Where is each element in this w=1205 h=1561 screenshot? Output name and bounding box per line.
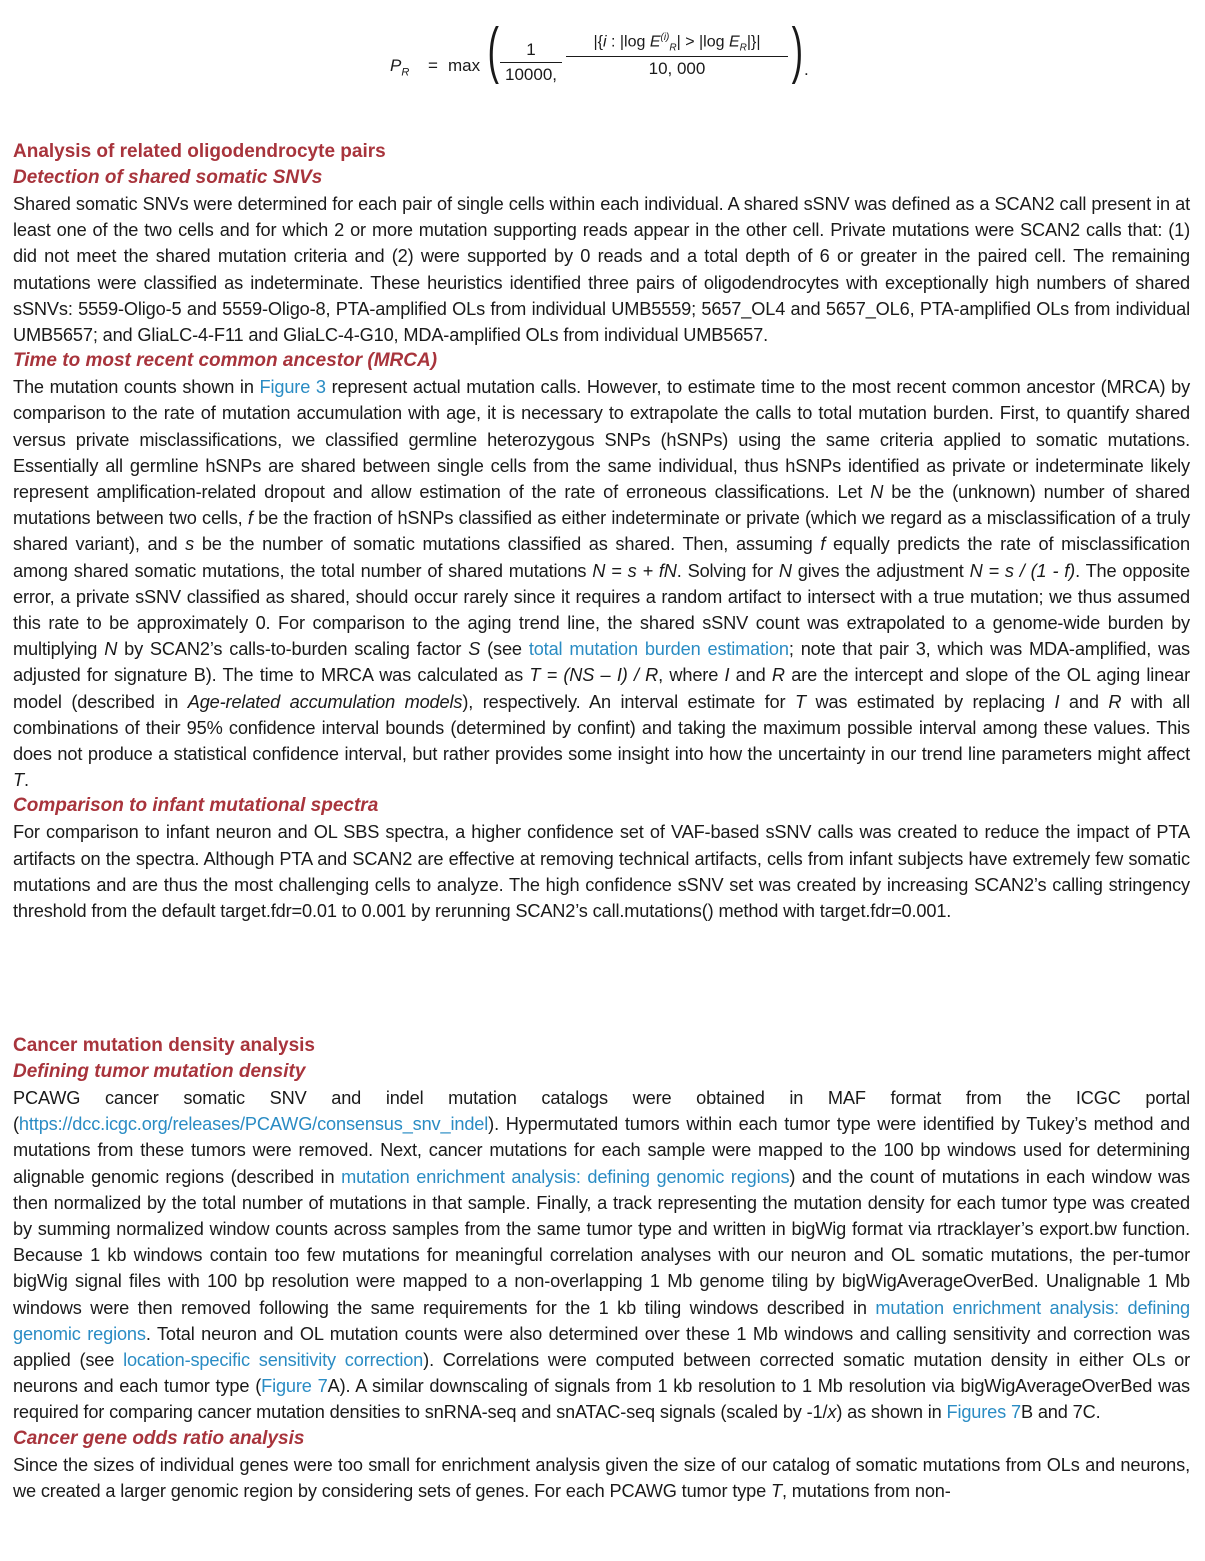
paragraph-infant-spectra: For comparison to infant neuron and OL SBS spectra, a higher confidence set of VAF-based sSNV calls was created to reduce the impact of PTA artifacts on the spectra. Although PTA and SCAN2 are effective at removing technical artifacts, cells from infant subjects have extremely few somatic mutations and are thus the most challenging cells to analyze. The high confidence sSNV set was created by increasing SCAN2’s calling stringency threshold from the default target.fdr=0.01 to 0.001 by rerunning SCAN2’s call.mutations() method with target.fdr=0.001. (13, 822, 1190, 922)
paragraph-shared-snvs: Shared somatic SNVs were determined for each pair of single cells within each individual. A shared sSNV was defined as a SCAN2 call present in at least one of the two cells and for which 2 or more mutation supporting reads appear in the other cell. Private mutations were SCAN2 calls that: (1) did not meet the shared mutation criteria and (2) were supported by 0 reads and a total depth of 6 or greater in the paired cell. The remaining mutations were classified as indeterminate. These heuristics identified three pairs of oligodendrocytes with exceptionally high numbers of shared sSNVs: 5559-Oligo-5 and 5559-Oligo-8, PTA-amplified OLs from individual UMB5559; 5657_OL4 and 5657_OL6, PTA-amplified OLs from individual UMB5657; and GliaLC-4-F11 and GliaLC-4-G10, MDA-amplified OLs from individual UMB5657. (13, 194, 1190, 346)
paragraph-odds-ratio: Since the sizes of individual genes were too small for enrichment analysis given the size of our catalog of somatic mutations from OLs and neurons, we created a larger genomic region by considering sets of genes. For each PCAWG tumor type T, mutations from non- (13, 1454, 1190, 1501)
equation-max: max (448, 56, 481, 75)
equation-left-paren: ( (487, 16, 500, 85)
subsection-heading-tumor-density: Defining tumor mutation density (13, 1061, 306, 1082)
link-genomic-regions-1[interactable]: mutation enrichment analysis: defining genomic regions (341, 1166, 790, 1187)
link-figures-7[interactable]: Figures 7 (946, 1402, 1021, 1423)
subsection-heading-shared-snvs: Detection of shared somatic SNVs (13, 167, 323, 188)
section-related-oligodendrocyte-pairs (13, 139, 1190, 924)
link-sensitivity-correction[interactable]: location-specific sensitivity correction (123, 1350, 424, 1371)
equation-fraction-2: $\frac{|\{i : |\log E^{(i)}_R| > |\log E_R|\}|}{10, 000}$ (566, 32, 788, 79)
equation-right-paren: ) (791, 16, 804, 85)
equation-lhs: $P_R$ (390, 56, 410, 79)
paragraph-mrca: The mutation counts shown in Figure 3 represent actual mutation calls. However, to estimate time to the most recent common ancestor (MRCA) by comparison to the rate of mutation accumulation with age, it is necessary to extrapolate the calls to total mutation burden. First, to quantify shared versus private misclassifications, we classified germline heterozygous SNPs (hSNPs) using the same criteria applied to somatic mutations. Essentially all germline hSNPs are shared between single cells from the same individual, thus hSNPs identified as private or indeterminate likely represent amplification-related dropout and allow estimation of the rate of erroneous classifications. Let N be the (unknown) number of shared mutations between two cells, f be the fraction of hSNPs classified as either indeterminate or private (which we regard as a misclassification of a truly shared variant), and s be the number of somatic mutations classified as shared. Then, assuming f equally predicts the rate of misclassification among shared somatic mutations, the total number of shared mutations N = s + fN. Solving for N gives the adjustment N = s / (1 - f). The opposite error, a private sSNV classified as shared, should occur rarely since it requires a random artifact to intersect with a true mutation; we thus assumed this rate to be approximately 0. For comparison to the aging trend line, the shared sSNV count was extrapolated to a genome-wide burden by multiplying N by SCAN2’s calls-to-burden scaling factor S (see total mutation burden estimation; note that pair 3, which was MDA-amplified, was adjusted for signature B). The time to MRCA was calculated as T = (NS – I) / R, where I and R are the intercept and slope of the OL aging linear model (described in Age-related accumulation models), respectively. An interval estimate for T was estimated by replacing I and R with all combinations of their 95% confidence interval bounds (determined by confint) and taking the maximum possible interval among these values. This does not produce a statistical confidence interval, but rather provides some insight into how the uncertainty in our trend line parameters might affect T. (13, 377, 1191, 791)
link-icgc-portal[interactable]: https://dcc.icgc.org/releases/PCAWG/consensus_snv_indel (18, 1114, 489, 1135)
subsection-heading-infant-spectra: Comparison to infant mutational spectra (13, 795, 379, 817)
section-heading: Cancer mutation density analysis (13, 1035, 315, 1056)
subsection-heading-mrca: Time to most recent common ancestor (MRCA) (13, 350, 438, 372)
equation-fraction-1: $\frac{1}{10000,}$ (500, 40, 562, 85)
equation-equals: = (428, 56, 438, 75)
link-figure-7[interactable]: Figure 7 (261, 1376, 328, 1397)
section-cancer-mutation-density (13, 1033, 1190, 1504)
link-figure-3[interactable]: Figure 3 (259, 377, 326, 398)
link-total-mutation-burden[interactable]: total mutation burden estimation (528, 639, 789, 660)
equation-period: . (804, 60, 809, 79)
equation-pr (390, 16, 830, 102)
subsection-heading-odds-ratio: Cancer gene odds ratio analysis (13, 1427, 305, 1449)
link-genomic-regions-2[interactable]: mutation enrichment analysis: defining genomic regions (13, 1297, 1190, 1344)
section-heading: Analysis of related oligodendrocyte pairs (13, 141, 386, 162)
paragraph-tumor-density: PCAWG cancer somatic SNV and indel mutation catalogs were obtained in MAF format from the ICGC portal (https://dcc.icgc.org/releases/PCAWG/consensus_snv_indel). Hypermutated tumors within each tumor type were identified by Tukey’s method and mutations from these tumors were removed. Next, cancer mutations for each sample were mapped to the 100 bp windows used for determining alignable genomic regions (described in mutation enrichment analysis: defining genomic regions) and the count of mutations in each window was then normalized by the total number of mutations in that sample. Finally, a track representing the mutation density for each tumor type was created by summing normalized window counts across samples from the same tumor type and written in bigWig format via rtracklayer’s export.bw function. Because 1 kb windows contain too few mutations for meaningful correlation analyses with our neuron and OL somatic mutations, the per-tumor bigWig signal files with 100 bp resolution were mapped to a non-overlapping 1 Mb genome tiling by bigWigAverageOverBed. Unalignable 1 Mb windows were then removed following the same requirements for the 1 kb tiling windows described in mutation enrichment analysis: defining genomic regions. Total neuron and OL mutation counts were also determined over these 1 Mb windows and calling sensitivity and correction was applied (see location-specific sensitivity correction). Correlations were computed between corrected somatic mutation density in either OLs or neurons and each tumor type (Figure 7A). A similar downscaling of signals from 1 kb resolution to 1 Mb resolution via bigWigAverageOverBed was required for comparing cancer mutation densities to snRNA-seq and snATAC-seq signals (scaled by -1/x) as shown in Figures 7B and 7C. (13, 1088, 1191, 1423)
